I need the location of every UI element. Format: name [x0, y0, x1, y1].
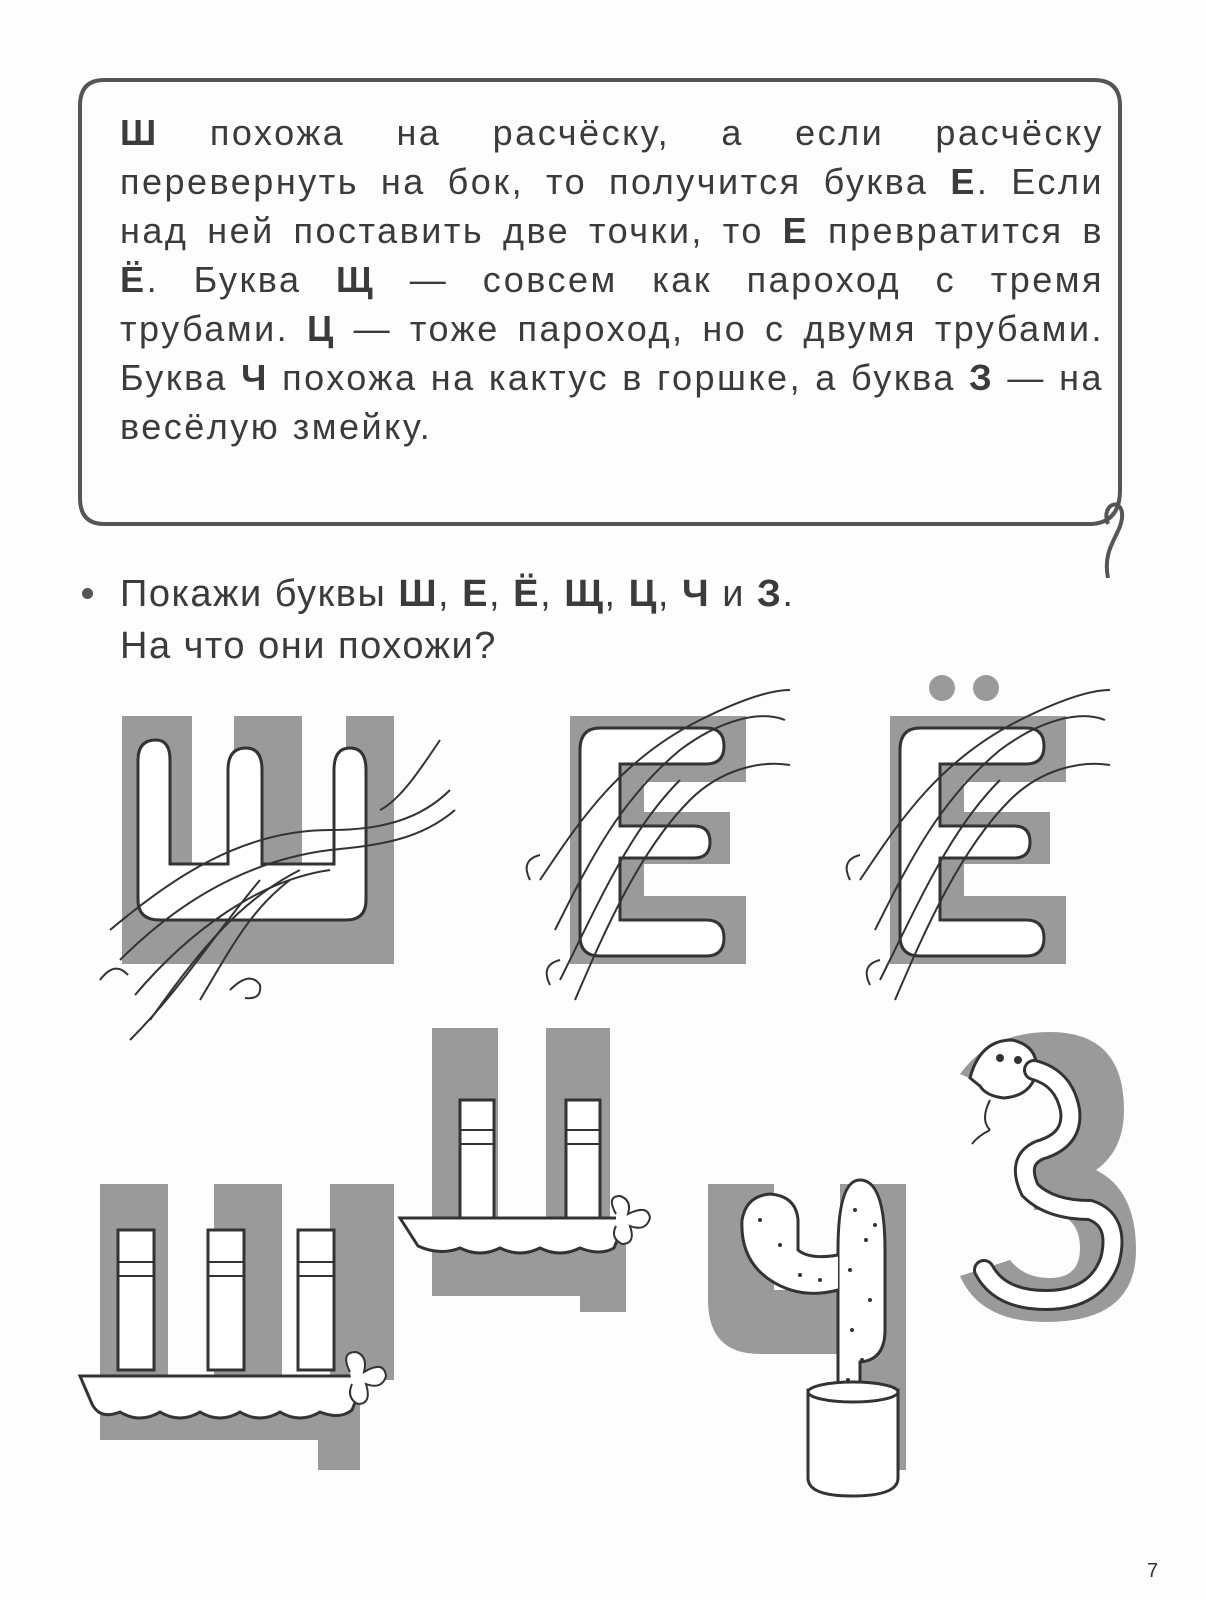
- task-end: .: [782, 573, 795, 615]
- info-text-run: похожа на кактус в горшке, а буква: [268, 357, 970, 398]
- task-letter: Е: [462, 573, 490, 615]
- task-line-2: На что они похожи?: [120, 625, 497, 667]
- info-text-run: — совсем как пароход с тремя трубами.: [120, 259, 1104, 349]
- info-text-run: . Буква: [146, 259, 337, 300]
- task-separator: ,: [489, 573, 514, 615]
- task-separator: ,: [604, 573, 629, 615]
- page-number: 7: [1147, 1560, 1159, 1582]
- info-text-run: похожа на расчёску, а если расчёску перевернуть на бок, то получится буква: [120, 112, 1104, 202]
- letter-yo-comb: [847, 675, 1110, 1000]
- info-text-run: — на весёлую змейку.: [120, 357, 1105, 447]
- task-letter: Ч: [681, 573, 711, 615]
- task-letter: Ё: [513, 573, 541, 615]
- task-separator: ,: [657, 573, 682, 615]
- highlight-letter: З: [969, 357, 995, 398]
- task-last-letter: З: [757, 573, 783, 615]
- info-text-run: — тоже пароход, но с двумя трубами. Буква: [120, 308, 1105, 398]
- letter-che-cactus: [708, 1180, 906, 1496]
- highlight-letter: Ё: [120, 259, 147, 300]
- info-text-run: . Если над ней поставить две точки, то: [120, 161, 1104, 251]
- task-letter: Ш: [398, 573, 439, 615]
- task-prefix: Покажи буквы: [120, 573, 399, 615]
- highlight-letter: Е: [950, 161, 977, 202]
- task-conjunction: и: [710, 573, 757, 615]
- letter-shcha-steamship: [80, 1184, 394, 1470]
- task-separator: ,: [540, 573, 565, 615]
- highlight-letter: Ч: [241, 357, 269, 398]
- task-letter: Ц: [628, 573, 658, 615]
- highlight-letter: Ш: [120, 112, 159, 153]
- highlight-letter: Ц: [307, 308, 336, 349]
- letter-sha-comb: [100, 716, 455, 1040]
- info-text-run: превратится в: [809, 210, 1104, 251]
- highlight-letter: Щ: [336, 259, 376, 300]
- highlight-letter: Е: [782, 210, 810, 251]
- letter-tse-steamship: [400, 1028, 650, 1312]
- task-letter: Щ: [564, 573, 605, 615]
- task-separator: ,: [438, 573, 463, 615]
- letter-ie-comb: [527, 690, 790, 1000]
- letter-ze-snake: [960, 1032, 1136, 1322]
